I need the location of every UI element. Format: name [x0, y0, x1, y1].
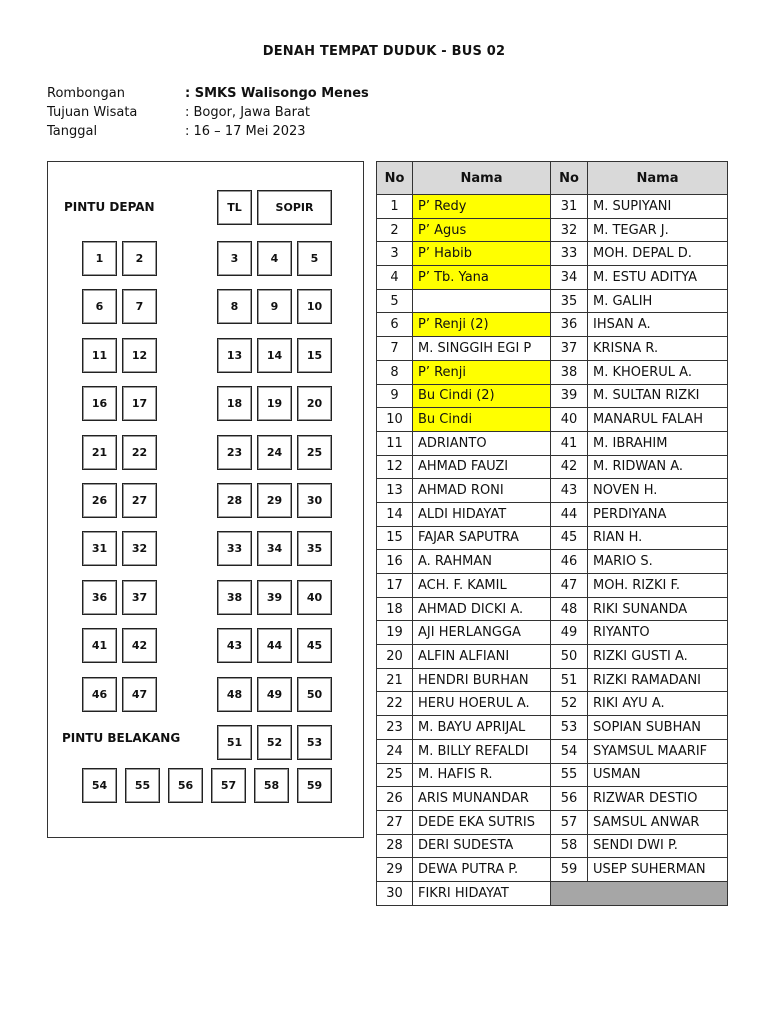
seat: 46	[82, 677, 117, 712]
cell-nama: ALDI HIDAYAT	[413, 502, 551, 526]
seat-tour-leader: TL	[217, 190, 252, 225]
cell-nama: RIZKI GUSTI A.	[588, 645, 728, 669]
seat: 55	[125, 768, 160, 803]
empty-cell	[551, 881, 728, 905]
cell-no: 46	[551, 550, 588, 574]
cell-no: 41	[551, 431, 588, 455]
cell-no: 3	[377, 242, 413, 266]
cell-nama: SENDI DWI P.	[588, 834, 728, 858]
cell-no: 2	[377, 218, 413, 242]
cell-nama: RIYANTO	[588, 621, 728, 645]
cell-nama: MANARUL FALAH	[588, 408, 728, 432]
document-title: DENAH TEMPAT DUDUK - BUS 02	[262, 44, 506, 59]
cell-no: 20	[377, 645, 413, 669]
cell-no: 12	[377, 455, 413, 479]
table-row	[377, 810, 728, 834]
table-row	[377, 266, 728, 290]
cell-nama: DEDE EKA SUTRIS	[413, 810, 551, 834]
cell-nama: M. RIDWAN A.	[588, 455, 728, 479]
table-row	[377, 834, 728, 858]
seat: 10	[297, 289, 332, 324]
cell-no: 23	[377, 716, 413, 740]
seat: 53	[297, 725, 332, 760]
table-row	[377, 692, 728, 716]
seat: 35	[297, 531, 332, 566]
cell-nama: AHMAD RONI	[413, 479, 551, 503]
cell-nama: IHSAN A.	[588, 313, 728, 337]
cell-nama: HENDRI BURHAN	[413, 668, 551, 692]
cell-nama: M. IBRAHIM	[588, 431, 728, 455]
cell-nama: DERI SUDESTA	[413, 834, 551, 858]
cell-no: 7	[377, 337, 413, 361]
cell-no: 40	[551, 408, 588, 432]
info-value: : Bogor, Jawa Barat	[185, 105, 311, 120]
cell-no: 34	[551, 266, 588, 290]
cell-nama: USMAN	[588, 763, 728, 787]
cell-nama: P’ Tb. Yana	[413, 266, 551, 290]
seat: 57	[211, 768, 246, 803]
cell-no: 38	[551, 360, 588, 384]
cell-no: 32	[551, 218, 588, 242]
cell-no: 5	[377, 289, 413, 313]
cell-no: 25	[377, 763, 413, 787]
seat: 21	[82, 435, 117, 470]
seat: 12	[122, 338, 157, 373]
table-row	[377, 479, 728, 503]
cell-nama: M. SUPIYANI	[588, 195, 728, 219]
cell-no: 47	[551, 574, 588, 598]
seat: 52	[257, 725, 292, 760]
table-row	[377, 195, 728, 219]
table-header-row	[377, 162, 728, 195]
table-row	[377, 550, 728, 574]
seat: 1	[82, 241, 117, 276]
seat: 59	[297, 768, 332, 803]
seat: 42	[122, 628, 157, 663]
cell-no: 54	[551, 739, 588, 763]
seat: 9	[257, 289, 292, 324]
table-row	[377, 337, 728, 361]
cell-nama: M. HAFIS R.	[413, 763, 551, 787]
passenger-table	[376, 161, 728, 906]
seat: 50	[297, 677, 332, 712]
header-no: No	[551, 162, 588, 195]
table-row	[377, 360, 728, 384]
seat: 13	[217, 338, 252, 373]
cell-nama: Bu Cindi	[413, 408, 551, 432]
seat: 18	[217, 386, 252, 421]
seat: 56	[168, 768, 203, 803]
table-row	[377, 645, 728, 669]
seat: 20	[297, 386, 332, 421]
cell-no: 52	[551, 692, 588, 716]
table-row	[377, 739, 728, 763]
cell-no: 56	[551, 787, 588, 811]
cell-no: 35	[551, 289, 588, 313]
cell-no: 14	[377, 502, 413, 526]
table-row	[377, 763, 728, 787]
cell-nama: P’ Renji	[413, 360, 551, 384]
cell-no: 16	[377, 550, 413, 574]
cell-no: 29	[377, 858, 413, 882]
seat: 19	[257, 386, 292, 421]
cell-no: 30	[377, 881, 413, 905]
cell-nama: ARIS MUNANDAR	[413, 787, 551, 811]
seat: 16	[82, 386, 117, 421]
cell-nama: M. GALIH	[588, 289, 728, 313]
cell-no: 19	[377, 621, 413, 645]
seat: 51	[217, 725, 252, 760]
cell-no: 43	[551, 479, 588, 503]
cell-no: 55	[551, 763, 588, 787]
seat: 6	[82, 289, 117, 324]
seat: 39	[257, 580, 292, 615]
cell-no: 42	[551, 455, 588, 479]
seat: 32	[122, 531, 157, 566]
table-row	[377, 787, 728, 811]
cell-no: 26	[377, 787, 413, 811]
cell-nama: SAMSUL ANWAR	[588, 810, 728, 834]
cell-no: 59	[551, 858, 588, 882]
cell-nama: RIKI SUNANDA	[588, 597, 728, 621]
cell-no: 10	[377, 408, 413, 432]
cell-no: 8	[377, 360, 413, 384]
info-label: Tujuan Wisata	[47, 105, 138, 120]
table-row	[377, 597, 728, 621]
cell-no: 50	[551, 645, 588, 669]
seat: 8	[217, 289, 252, 324]
cell-nama: USEP SUHERMAN	[588, 858, 728, 882]
cell-nama: RIZWAR DESTIO	[588, 787, 728, 811]
header-nama: Nama	[413, 162, 551, 195]
cell-no: 11	[377, 431, 413, 455]
header-no: No	[377, 162, 413, 195]
seat: 48	[217, 677, 252, 712]
seat: 43	[217, 628, 252, 663]
seat: 47	[122, 677, 157, 712]
cell-nama: RIKI AYU A.	[588, 692, 728, 716]
table-row	[377, 408, 728, 432]
seat: 28	[217, 483, 252, 518]
table-row	[377, 574, 728, 598]
table-row	[377, 881, 728, 905]
cell-nama: P’ Agus	[413, 218, 551, 242]
cell-nama: M. SULTAN RIZKI	[588, 384, 728, 408]
info-label: Tanggal	[47, 124, 98, 139]
seat: 44	[257, 628, 292, 663]
cell-nama: M. KHOERUL A.	[588, 360, 728, 384]
cell-nama: MOH. RIZKI F.	[588, 574, 728, 598]
cell-no: 49	[551, 621, 588, 645]
cell-no: 22	[377, 692, 413, 716]
cell-no: 21	[377, 668, 413, 692]
seat: 38	[217, 580, 252, 615]
cell-no: 44	[551, 502, 588, 526]
seat: 30	[297, 483, 332, 518]
cell-nama: AHMAD DICKI A.	[413, 597, 551, 621]
cell-nama: RIAN H.	[588, 526, 728, 550]
cell-no: 31	[551, 195, 588, 219]
cell-nama: HERU HOERUL A.	[413, 692, 551, 716]
cell-nama: P’ Renji (2)	[413, 313, 551, 337]
cell-nama: P’ Redy	[413, 195, 551, 219]
cell-no: 53	[551, 716, 588, 740]
cell-no: 27	[377, 810, 413, 834]
cell-nama: P’ Habib	[413, 242, 551, 266]
table-row	[377, 668, 728, 692]
seat: 49	[257, 677, 292, 712]
seat: 11	[82, 338, 117, 373]
cell-no: 18	[377, 597, 413, 621]
table-row	[377, 242, 728, 266]
info-tanggal	[47, 122, 306, 141]
cell-nama: DEWA PUTRA P.	[413, 858, 551, 882]
seat: 24	[257, 435, 292, 470]
seat: 25	[297, 435, 332, 470]
seat: 40	[297, 580, 332, 615]
seat: 14	[257, 338, 292, 373]
seat: 22	[122, 435, 157, 470]
seat: 2	[122, 241, 157, 276]
info-value: : SMKS Walisongo Menes	[185, 86, 369, 101]
cell-no: 57	[551, 810, 588, 834]
cell-nama: FAJAR SAPUTRA	[413, 526, 551, 550]
seat-map	[47, 161, 364, 838]
table-row	[377, 289, 728, 313]
cell-nama: MOH. DEPAL D.	[588, 242, 728, 266]
seat: 17	[122, 386, 157, 421]
cell-no: 28	[377, 834, 413, 858]
cell-nama: Bu Cindi (2)	[413, 384, 551, 408]
cell-no: 51	[551, 668, 588, 692]
info-value: : 16 – 17 Mei 2023	[185, 124, 306, 139]
table-row	[377, 716, 728, 740]
seat: 3	[217, 241, 252, 276]
cell-no: 58	[551, 834, 588, 858]
table-row	[377, 502, 728, 526]
cell-no: 15	[377, 526, 413, 550]
cell-no: 1	[377, 195, 413, 219]
cell-no: 4	[377, 266, 413, 290]
cell-nama: SYAMSUL MAARIF	[588, 739, 728, 763]
cell-nama: M. SINGGIH EGI P	[413, 337, 551, 361]
seat-driver: SOPIR	[257, 190, 332, 225]
seat: 5	[297, 241, 332, 276]
info-label: Rombongan	[47, 86, 125, 101]
cell-no: 37	[551, 337, 588, 361]
cell-no: 6	[377, 313, 413, 337]
front-door-label: PINTU DEPAN	[64, 200, 155, 214]
cell-no: 33	[551, 242, 588, 266]
cell-no: 48	[551, 597, 588, 621]
cell-nama: NOVEN H.	[588, 479, 728, 503]
seat: 4	[257, 241, 292, 276]
info-tujuan-wisata	[47, 103, 310, 122]
table-row	[377, 526, 728, 550]
seat: 23	[217, 435, 252, 470]
cell-nama: AJI HERLANGGA	[413, 621, 551, 645]
cell-no: 17	[377, 574, 413, 598]
table-row	[377, 384, 728, 408]
seat: 27	[122, 483, 157, 518]
rear-door-label: PINTU BELAKANG	[62, 731, 181, 745]
seat: 45	[297, 628, 332, 663]
cell-nama: M. BILLY REFALDI	[413, 739, 551, 763]
cell-no: 45	[551, 526, 588, 550]
seat: 58	[254, 768, 289, 803]
seat: 41	[82, 628, 117, 663]
cell-nama	[413, 289, 551, 313]
table-row	[377, 218, 728, 242]
header-nama: Nama	[588, 162, 728, 195]
cell-no: 24	[377, 739, 413, 763]
cell-nama: FIKRI HIDAYAT	[413, 881, 551, 905]
seat: 7	[122, 289, 157, 324]
cell-nama: A. RAHMAN	[413, 550, 551, 574]
cell-nama: ADRIANTO	[413, 431, 551, 455]
info-rombongan	[47, 84, 369, 103]
cell-nama: ACH. F. KAMIL	[413, 574, 551, 598]
cell-no: 39	[551, 384, 588, 408]
seat: 31	[82, 531, 117, 566]
seat: 15	[297, 338, 332, 373]
cell-no: 13	[377, 479, 413, 503]
seat: 54	[82, 768, 117, 803]
table-row	[377, 455, 728, 479]
cell-no: 36	[551, 313, 588, 337]
table-row	[377, 858, 728, 882]
cell-nama: M. BAYU APRIJAL	[413, 716, 551, 740]
table-row	[377, 621, 728, 645]
cell-no: 9	[377, 384, 413, 408]
cell-nama: M. ESTU ADITYA	[588, 266, 728, 290]
seat: 36	[82, 580, 117, 615]
table-row	[377, 431, 728, 455]
seat: 33	[217, 531, 252, 566]
cell-nama: M. TEGAR J.	[588, 218, 728, 242]
cell-nama: AHMAD FAUZI	[413, 455, 551, 479]
cell-nama: KRISNA R.	[588, 337, 728, 361]
cell-nama: MARIO S.	[588, 550, 728, 574]
cell-nama: PERDIYANA	[588, 502, 728, 526]
seat: 37	[122, 580, 157, 615]
cell-nama: RIZKI RAMADANI	[588, 668, 728, 692]
seat: 26	[82, 483, 117, 518]
seat: 34	[257, 531, 292, 566]
cell-nama: ALFIN ALFIANI	[413, 645, 551, 669]
table-row	[377, 313, 728, 337]
cell-nama: SOPIAN SUBHAN	[588, 716, 728, 740]
seat: 29	[257, 483, 292, 518]
